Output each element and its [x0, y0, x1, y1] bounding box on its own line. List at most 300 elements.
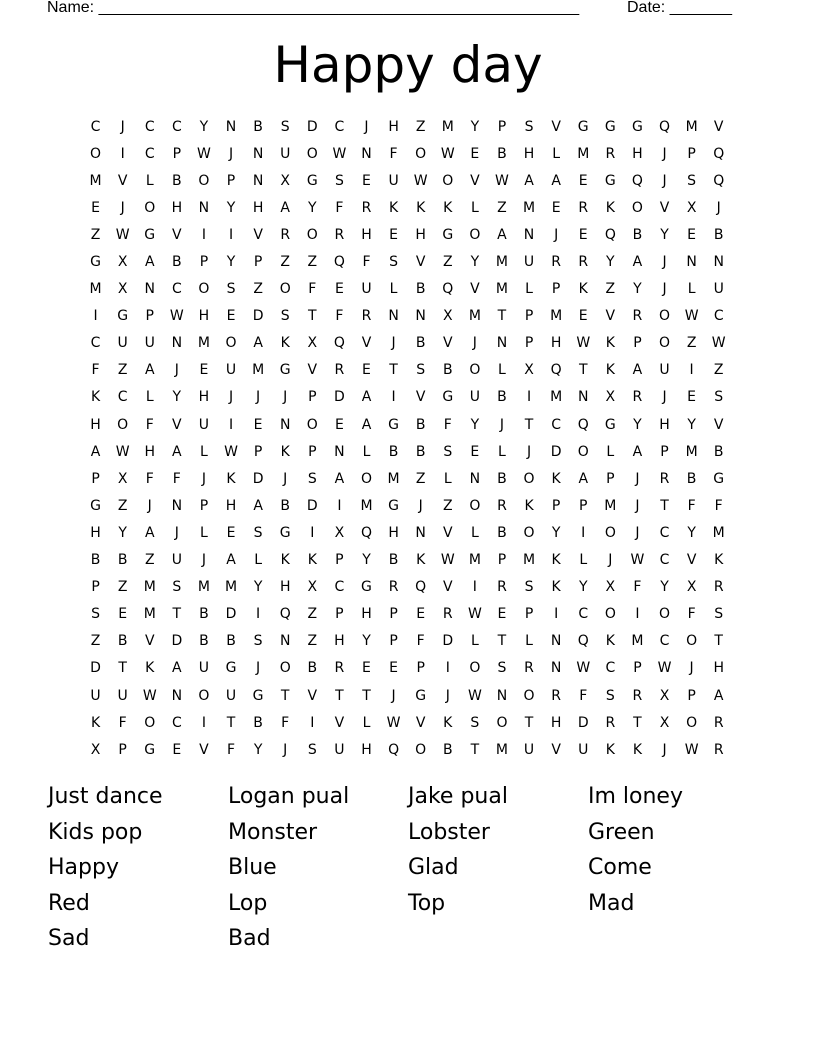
- grid-letter: N: [279, 416, 291, 433]
- grid-letter: H: [198, 389, 210, 406]
- grid-letter: T: [524, 416, 534, 433]
- grid-letter: H: [659, 416, 670, 433]
- grid-letter: S: [524, 579, 534, 596]
- grid-letter: W: [576, 660, 591, 677]
- grid-letter: W: [115, 226, 130, 243]
- grid-letter: J: [445, 687, 450, 704]
- grid-letter: Q: [550, 362, 562, 379]
- word-search-grid: [82, 113, 732, 763]
- grid-letter: Y: [660, 579, 669, 596]
- grid-letter: H: [550, 335, 562, 352]
- grid-letter: B: [686, 470, 697, 487]
- grid-letter: Z: [686, 335, 697, 352]
- grid-letter: U: [171, 552, 182, 569]
- grid-letter: N: [415, 308, 426, 325]
- grid-letter: O: [442, 172, 454, 189]
- grid-letter: Y: [687, 524, 696, 541]
- grid-letter: V: [713, 416, 724, 433]
- grid-letter: L: [498, 443, 506, 460]
- grid-letter: N: [415, 524, 426, 541]
- grid-letter: F: [335, 199, 344, 216]
- grid-letter: G: [279, 362, 291, 379]
- grid-letter: I: [391, 389, 396, 406]
- grid-letter: O: [360, 470, 372, 487]
- grid-letter: R: [334, 362, 345, 379]
- grid-letter: E: [362, 362, 371, 379]
- grid-letter: U: [117, 335, 128, 352]
- word-list-item: Bad: [228, 926, 271, 952]
- grid-letter: A: [334, 470, 345, 487]
- grid-letter: J: [526, 443, 532, 460]
- grid-letter: S: [389, 254, 399, 271]
- grid-letter: S: [714, 389, 724, 406]
- grid-letter: X: [117, 254, 128, 271]
- grid-letter: L: [525, 281, 533, 298]
- grid-letter: J: [662, 254, 667, 271]
- grid-letter: E: [199, 362, 209, 379]
- grid-letter: I: [310, 524, 315, 541]
- grid-letter: A: [144, 254, 155, 271]
- grid-letter: T: [497, 308, 507, 325]
- grid-letter: I: [228, 226, 234, 243]
- grid-letter: R: [442, 606, 453, 623]
- grid-letter: K: [605, 335, 615, 352]
- grid-letter: N: [252, 145, 264, 162]
- grid-letter: Y: [253, 579, 263, 596]
- grid-letter: X: [605, 389, 616, 406]
- grid-letter: O: [469, 362, 481, 379]
- grid-letter: A: [144, 362, 155, 379]
- grid-letter: U: [90, 687, 101, 704]
- word-list-item: Red: [48, 890, 90, 916]
- grid-letter: P: [524, 606, 534, 623]
- grid-letter: B: [388, 443, 399, 460]
- grid-letter: X: [686, 199, 697, 216]
- grid-letter: O: [144, 199, 156, 216]
- grid-letter: J: [120, 118, 125, 135]
- grid-letter: B: [90, 552, 101, 569]
- grid-letter: V: [551, 118, 561, 135]
- grid-letter: N: [496, 335, 508, 352]
- grid-letter: B: [253, 714, 263, 731]
- grid-letter: H: [361, 741, 372, 758]
- grid-letter: I: [93, 308, 98, 325]
- grid-letter: B: [415, 416, 426, 433]
- grid-letter: E: [172, 741, 182, 758]
- grid-letter: T: [335, 687, 344, 704]
- grid-letter: M: [224, 579, 238, 596]
- grid-letter: J: [635, 524, 640, 541]
- grid-letter: J: [499, 416, 505, 433]
- grid-letter: C: [117, 389, 128, 406]
- grid-letter: G: [144, 741, 156, 758]
- grid-letter: E: [551, 199, 561, 216]
- grid-letter: Z: [442, 497, 453, 514]
- grid-letter: G: [415, 687, 427, 704]
- grid-letter: E: [389, 226, 398, 243]
- grid-letter: E: [334, 416, 344, 433]
- grid-letter: J: [662, 281, 667, 298]
- grid-letter: W: [576, 335, 591, 352]
- grid-letter: G: [252, 687, 264, 704]
- grid-letter: B: [497, 145, 507, 162]
- grid-letter: Y: [578, 579, 588, 596]
- grid-letter: Q: [442, 281, 454, 298]
- grid-letter: X: [307, 335, 318, 352]
- grid-letter: O: [198, 281, 210, 298]
- grid-letter: Y: [172, 389, 182, 406]
- grid-letter: E: [226, 308, 236, 325]
- grid-letter: B: [415, 335, 426, 352]
- grid-letter: J: [716, 199, 721, 216]
- grid-letter: V: [253, 226, 263, 243]
- grid-letter: N: [279, 633, 291, 650]
- grid-letter: S: [226, 281, 236, 298]
- grid-letter: M: [604, 497, 617, 514]
- grid-letter: J: [256, 660, 261, 677]
- grid-letter: G: [306, 172, 318, 189]
- grid-letter: F: [308, 281, 317, 298]
- grid-letter: V: [172, 226, 182, 243]
- grid-letter: D: [225, 606, 237, 623]
- grid-letter: V: [470, 281, 480, 298]
- grid-letter: I: [120, 145, 125, 162]
- grid-letter: U: [117, 687, 128, 704]
- grid-letter: Y: [308, 199, 317, 216]
- grid-letter: C: [171, 714, 182, 731]
- grid-letter: V: [172, 416, 182, 433]
- grid-letter: A: [253, 497, 263, 514]
- grid-letter: U: [388, 172, 399, 189]
- grid-letter: V: [442, 335, 453, 352]
- grid-letter: M: [252, 362, 265, 379]
- grid-letter: L: [579, 552, 588, 569]
- grid-letter: M: [89, 281, 102, 298]
- grid-letter: R: [280, 226, 291, 243]
- grid-letter: O: [686, 714, 698, 731]
- grid-letter: G: [631, 118, 643, 135]
- grid-letter: L: [389, 281, 398, 298]
- grid-letter: M: [685, 443, 698, 460]
- grid-letter: K: [605, 741, 615, 758]
- grid-letter: G: [388, 497, 399, 514]
- grid-letter: T: [280, 687, 290, 704]
- grid-letter: T: [660, 497, 669, 514]
- grid-letter: N: [171, 497, 183, 514]
- grid-letter: J: [201, 470, 206, 487]
- grid-letter: S: [714, 606, 724, 623]
- word-list-item: Mad: [588, 890, 635, 916]
- grid-letter: L: [200, 443, 208, 460]
- grid-letter: N: [550, 660, 562, 677]
- grid-letter: O: [659, 308, 671, 325]
- grid-letter: L: [470, 633, 479, 650]
- grid-letter: C: [605, 660, 616, 677]
- grid-letter: K: [443, 199, 453, 216]
- grid-letter: K: [551, 579, 561, 596]
- grid-letter: K: [605, 199, 615, 216]
- grid-letter: W: [467, 606, 482, 623]
- grid-letter: X: [117, 281, 128, 298]
- grid-letter: G: [279, 524, 291, 541]
- grid-letter: V: [442, 524, 453, 541]
- grid-letter: E: [578, 172, 588, 189]
- grid-letter: Z: [307, 633, 318, 650]
- grid-letter: O: [686, 633, 698, 650]
- grid-letter: C: [713, 308, 724, 325]
- grid-letter: D: [252, 470, 264, 487]
- grid-letter: Y: [687, 416, 696, 433]
- grid-letter: E: [470, 145, 480, 162]
- grid-letter: Z: [90, 633, 101, 650]
- grid-letter: I: [256, 606, 261, 623]
- grid-letter: V: [199, 741, 209, 758]
- word-list-item: Green: [588, 819, 655, 845]
- grid-letter: H: [225, 497, 237, 514]
- grid-letter: V: [551, 741, 561, 758]
- grid-letter: H: [632, 145, 643, 162]
- grid-letter: O: [659, 335, 671, 352]
- grid-letter: Z: [497, 199, 507, 216]
- grid-letter: W: [142, 687, 157, 704]
- grid-letter: R: [551, 254, 561, 271]
- grid-letter: T: [389, 362, 398, 379]
- grid-letter: W: [495, 172, 509, 189]
- grid-letter: Q: [713, 145, 725, 162]
- grid-letter: O: [144, 714, 156, 731]
- grid-letter: O: [415, 741, 427, 758]
- grid-letter: L: [470, 524, 479, 541]
- grid-letter: W: [440, 145, 455, 162]
- grid-letter: L: [145, 172, 154, 189]
- grid-letter: W: [630, 552, 645, 569]
- grid-letter: J: [283, 389, 288, 406]
- grid-letter: X: [90, 741, 101, 758]
- grid-letter: O: [604, 606, 616, 623]
- grid-letter: X: [280, 172, 290, 189]
- grid-letter: Y: [226, 199, 236, 216]
- grid-letter: Y: [470, 254, 480, 271]
- grid-letter: K: [605, 633, 615, 650]
- grid-letter: P: [687, 687, 696, 704]
- grid-letter: W: [332, 145, 347, 162]
- grid-letter: X: [686, 579, 697, 596]
- grid-letter: E: [118, 606, 128, 623]
- grid-letter: O: [469, 226, 481, 243]
- grid-letter: P: [551, 281, 561, 298]
- grid-letter: W: [169, 308, 184, 325]
- grid-letter: H: [279, 579, 291, 596]
- word-list-item: Blue: [228, 855, 277, 881]
- grid-letter: M: [495, 254, 508, 271]
- grid-letter: F: [172, 470, 181, 487]
- grid-letter: E: [334, 281, 344, 298]
- word-list-item: Lop: [228, 890, 268, 916]
- grid-letter: A: [172, 443, 182, 460]
- grid-letter: P: [497, 552, 507, 569]
- grid-letter: C: [144, 145, 155, 162]
- grid-letter: B: [117, 552, 128, 569]
- grid-letter: X: [307, 579, 318, 596]
- grid-letter: H: [90, 416, 101, 433]
- grid-letter: W: [440, 552, 455, 569]
- grid-letter: J: [608, 552, 613, 569]
- grid-letter: S: [497, 660, 507, 677]
- grid-letter: S: [253, 524, 263, 541]
- grid-letter: B: [226, 633, 236, 650]
- grid-letter: I: [526, 389, 532, 406]
- grid-letter: P: [308, 443, 317, 460]
- grid-letter: B: [713, 226, 724, 243]
- grid-letter: B: [497, 470, 507, 487]
- grid-letter: O: [631, 199, 643, 216]
- grid-letter: J: [283, 470, 288, 487]
- grid-letter: T: [308, 308, 317, 325]
- grid-letter: B: [442, 741, 453, 758]
- grid-letter: N: [144, 281, 155, 298]
- grid-letter: K: [605, 362, 615, 379]
- grid-letter: D: [306, 497, 318, 514]
- grid-letter: U: [225, 362, 237, 379]
- grid-letter: L: [498, 362, 506, 379]
- grid-letter: C: [144, 118, 155, 135]
- grid-letter: R: [632, 687, 643, 704]
- grid-letter: A: [497, 226, 507, 243]
- grid-letter: P: [551, 497, 561, 514]
- grid-letter: J: [364, 118, 369, 135]
- grid-letter: V: [470, 172, 480, 189]
- grid-letter: O: [279, 281, 291, 298]
- grid-letter: Y: [226, 254, 236, 271]
- grid-letter: R: [361, 308, 372, 325]
- grid-letter: A: [524, 172, 534, 189]
- grid-letter: M: [550, 389, 563, 406]
- grid-letter: Y: [253, 741, 263, 758]
- grid-letter: N: [225, 118, 237, 135]
- grid-letter: G: [225, 660, 237, 677]
- grid-letter: J: [391, 687, 396, 704]
- grid-letter: Z: [307, 606, 318, 623]
- grid-letter: L: [145, 389, 154, 406]
- grid-letter: R: [605, 145, 616, 162]
- grid-letter: Q: [631, 172, 643, 189]
- grid-letter: I: [472, 579, 477, 596]
- grid-letter: P: [118, 741, 127, 758]
- grid-letter: J: [554, 226, 559, 243]
- grid-letter: N: [713, 254, 724, 271]
- grid-letter: T: [524, 714, 534, 731]
- grid-letter: T: [714, 633, 723, 650]
- grid-letter: P: [687, 145, 696, 162]
- grid-letter: Q: [577, 633, 589, 650]
- grid-letter: U: [469, 389, 480, 406]
- grid-letter: Z: [117, 497, 128, 514]
- grid-letter: V: [334, 714, 345, 731]
- worksheet-header: [47, 0, 747, 20]
- word-list-item: Im loney: [588, 784, 683, 809]
- grid-letter: I: [554, 606, 559, 623]
- grid-letter: G: [90, 497, 101, 514]
- grid-letter: H: [361, 226, 372, 243]
- grid-letter: Y: [362, 552, 371, 569]
- grid-letter: K: [145, 660, 155, 677]
- grid-letter: O: [469, 660, 481, 677]
- grid-letter: P: [335, 552, 344, 569]
- grid-letter: K: [524, 497, 534, 514]
- grid-letter: U: [361, 281, 372, 298]
- grid-letter: S: [307, 470, 317, 487]
- grid-letter: W: [197, 145, 211, 162]
- grid-letter: H: [550, 714, 562, 731]
- grid-letter: W: [684, 308, 699, 325]
- grid-letter: Z: [307, 254, 318, 271]
- grid-letter: C: [334, 118, 345, 135]
- grid-letter: J: [228, 389, 234, 406]
- grid-letter: B: [117, 633, 128, 650]
- grid-letter: C: [551, 416, 562, 433]
- page-title: Happy day: [273, 36, 543, 94]
- grid-letter: O: [523, 470, 535, 487]
- grid-letter: Y: [606, 254, 615, 271]
- grid-letter: L: [687, 281, 696, 298]
- grid-letter: U: [523, 741, 535, 758]
- grid-letter: G: [442, 226, 454, 243]
- grid-letter: A: [172, 660, 182, 677]
- grid-letter: J: [174, 524, 179, 541]
- grid-letter: F: [362, 254, 371, 271]
- grid-letter: M: [631, 633, 644, 650]
- grid-letter: R: [578, 254, 589, 271]
- grid-letter: R: [605, 714, 616, 731]
- word-list-item: Top: [408, 890, 446, 916]
- grid-letter: U: [280, 145, 291, 162]
- grid-letter: V: [117, 172, 128, 189]
- grid-letter: X: [117, 470, 128, 487]
- grid-letter: E: [253, 416, 263, 433]
- grid-letter: B: [199, 633, 209, 650]
- grid-letter: P: [199, 497, 209, 514]
- word-list-item: Glad: [408, 855, 459, 881]
- grid-letter: Q: [713, 172, 725, 189]
- grid-letter: P: [145, 308, 154, 325]
- grid-letter: A: [578, 470, 589, 487]
- grid-letter: L: [443, 470, 452, 487]
- grid-letter: K: [578, 281, 588, 298]
- grid-letter: V: [415, 254, 426, 271]
- grid-letter: K: [226, 470, 236, 487]
- grid-letter: P: [389, 606, 398, 623]
- grid-letter: Z: [117, 362, 128, 379]
- grid-letter: Q: [279, 606, 291, 623]
- grid-letter: A: [632, 443, 643, 460]
- grid-letter: A: [226, 552, 236, 569]
- grid-letter: H: [415, 226, 426, 243]
- grid-letter: G: [144, 226, 156, 243]
- grid-letter: I: [337, 497, 342, 514]
- word-list-item: Sad: [48, 926, 90, 952]
- grid-letter: O: [90, 145, 102, 162]
- grid-letter: G: [442, 389, 454, 406]
- grid-letter: K: [280, 443, 290, 460]
- grid-letter: D: [577, 714, 589, 731]
- grid-letter: L: [362, 714, 371, 731]
- grid-letter: G: [713, 470, 725, 487]
- grid-letter: I: [310, 714, 315, 731]
- grid-letter: V: [415, 714, 426, 731]
- grid-letter: C: [659, 524, 670, 541]
- grid-letter: O: [225, 335, 237, 352]
- grid-letter: X: [334, 524, 345, 541]
